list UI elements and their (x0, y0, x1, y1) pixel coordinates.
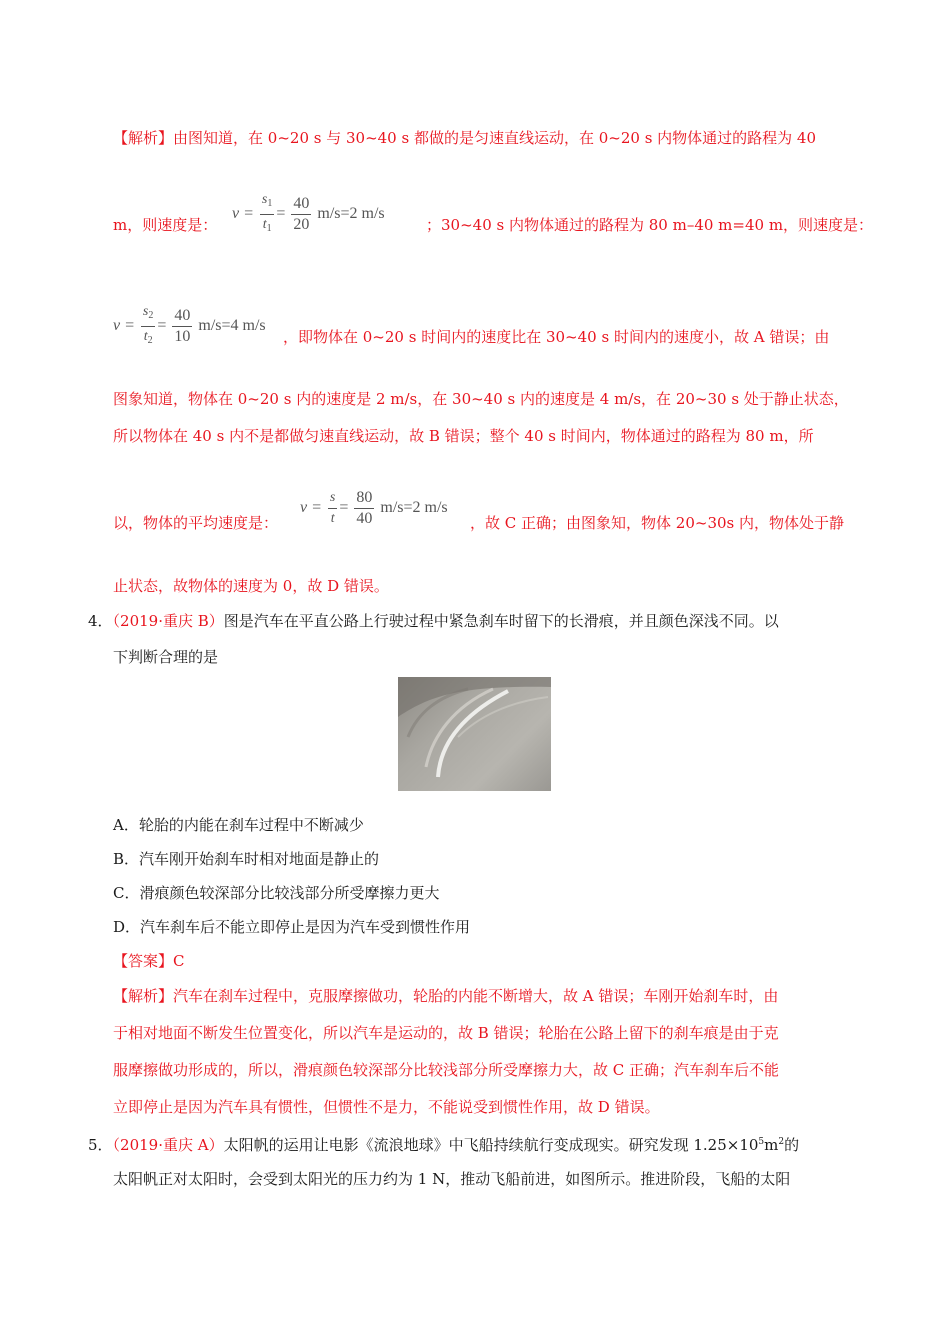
analysis-line-6a: 以，物体的平均速度是： (113, 514, 279, 532)
question-5-stem: 5．（2019·重庆 A）太阳帆的运用让电影《流浪地球》中飞船持续航行变成现实。研究发现 $1.25\times 10^5m^2$的 (88, 1136, 800, 1154)
fraction-s-t: $\frac{s}{t}$ (329, 490, 336, 526)
analysis-line-2a: m，则速度是： (113, 216, 218, 234)
question-source: （2019·重庆 B） (112, 612, 224, 630)
fraction-40-20: $\frac{40}{20}$ (293, 195, 310, 233)
option-a: A．轮胎的内能在刹车过程中不断减少 (113, 816, 364, 834)
analysis-line-1: 【解析】由图知道，在 0~20 s 与 30~40 s 都做的是匀速直线运动，在 0~20 s 内物体通过的路程为 40 (113, 129, 817, 147)
fraction-40-10: $\frac{40}{10}$ (174, 307, 191, 345)
answer-value: C (173, 952, 185, 970)
question-5-stem-2: 太阳帆正对太阳时，会受到太阳光的压力约为 1 N，推动飞船前进，如图所示。推进阶段，飞船的太阳 (113, 1170, 791, 1188)
analysis-line-7: 止状态，故物体的速度为 0，故 D 错误。 (113, 577, 389, 595)
formula-v2: v = $\frac{s_2}{t_2}$ = $\frac{40}{10}$ m/s=4 m/s (113, 302, 266, 351)
analysis-line-6b: ，故 C 正确；由图象知，物体 20~30s 内，物体处于静 (470, 514, 844, 532)
analysis-line-2b: ；30~40 s 内物体通过的路程为 80 m–40 m=40 m，则速度是： (426, 216, 874, 234)
option-b: B．汽车刚开始刹车时相对地面是静止的 (113, 850, 380, 868)
answer-line (113, 951, 185, 971)
question-4-stem: 4．（2019·重庆 B）图是汽车在平直公路上行驶过程中紧急刹车时留下的长滑痕，并且颜色深浅不同。以 (88, 612, 779, 630)
q4-analysis-line-2: 于相对地面不断发生位置变化，所以汽车是运动的，故 B 错误；轮胎在公路上留下的刹车痕是由于克 (113, 1024, 779, 1042)
analysis-tag: 【解析】 (113, 987, 174, 1005)
fraction-s2-t2: $\frac{s_2}{t_2}$ (142, 304, 154, 346)
q4-analysis-line-3: 服摩擦做功形成的，所以，滑痕颜色较深部分比较浅部分所受摩擦力大，故 C 正确；汽车刹车后不能 (113, 1061, 780, 1079)
formula-v3: v = $\frac{s}{t}$ = $\frac{80}{40}$ m/s=2 m/s (300, 489, 448, 527)
analysis-line-5: 所以物体在 40 s 内不是都做匀速直线运动，故 B 错误；整个 40 s 时间内，物体通过的路程为 80 m，所 (113, 427, 814, 445)
question-4-stem-2: 下判断合理的是 (113, 648, 219, 666)
question-source: （2019·重庆 A） (112, 1136, 224, 1154)
fraction-s1-t1: $\frac{s_1}{t_1}$ (261, 192, 273, 234)
skid-mark-photo (398, 677, 551, 791)
option-d: D．汽车刹车后不能立即停止是因为汽车受到惯性作用 (113, 918, 471, 936)
analysis-line-4: 图象知道，物体在 0~20 s 内的速度是 2 m/s，在 30~40 s 内的速度是 4 m/s，在 20~30 s 处于静止状态， (113, 390, 849, 408)
answer-tag: 【答案】 (113, 952, 174, 970)
q4-analysis-line-4: 立即停止是因为汽车具有惯性，但惯性不是力，不能说受到惯性作用，故 D 错误。 (113, 1098, 660, 1116)
fraction-80-40: $\frac{80}{40}$ (356, 489, 373, 527)
analysis-tag: 【解析】 (113, 129, 174, 147)
formula-v1: v = $\frac{s_1}{t_1}$ = $\frac{40}{20}$ m/s=2 m/s (232, 190, 385, 239)
q4-analysis-line-1: 【解析】汽车在刹车过程中，克服摩擦做功，轮胎的内能不断增大，故 A 错误；车刚开始刹车时，由 (113, 987, 779, 1005)
question-number: 4． (88, 612, 113, 630)
option-c: C．滑痕颜色较深部分比较浅部分所受摩擦力更大 (113, 884, 440, 902)
question-number: 5． (88, 1136, 113, 1154)
analysis-line-3b: ，即物体在 0~20 s 时间内的速度比在 30~40 s 时间内的速度小，故 A 错误；由 (283, 328, 830, 346)
